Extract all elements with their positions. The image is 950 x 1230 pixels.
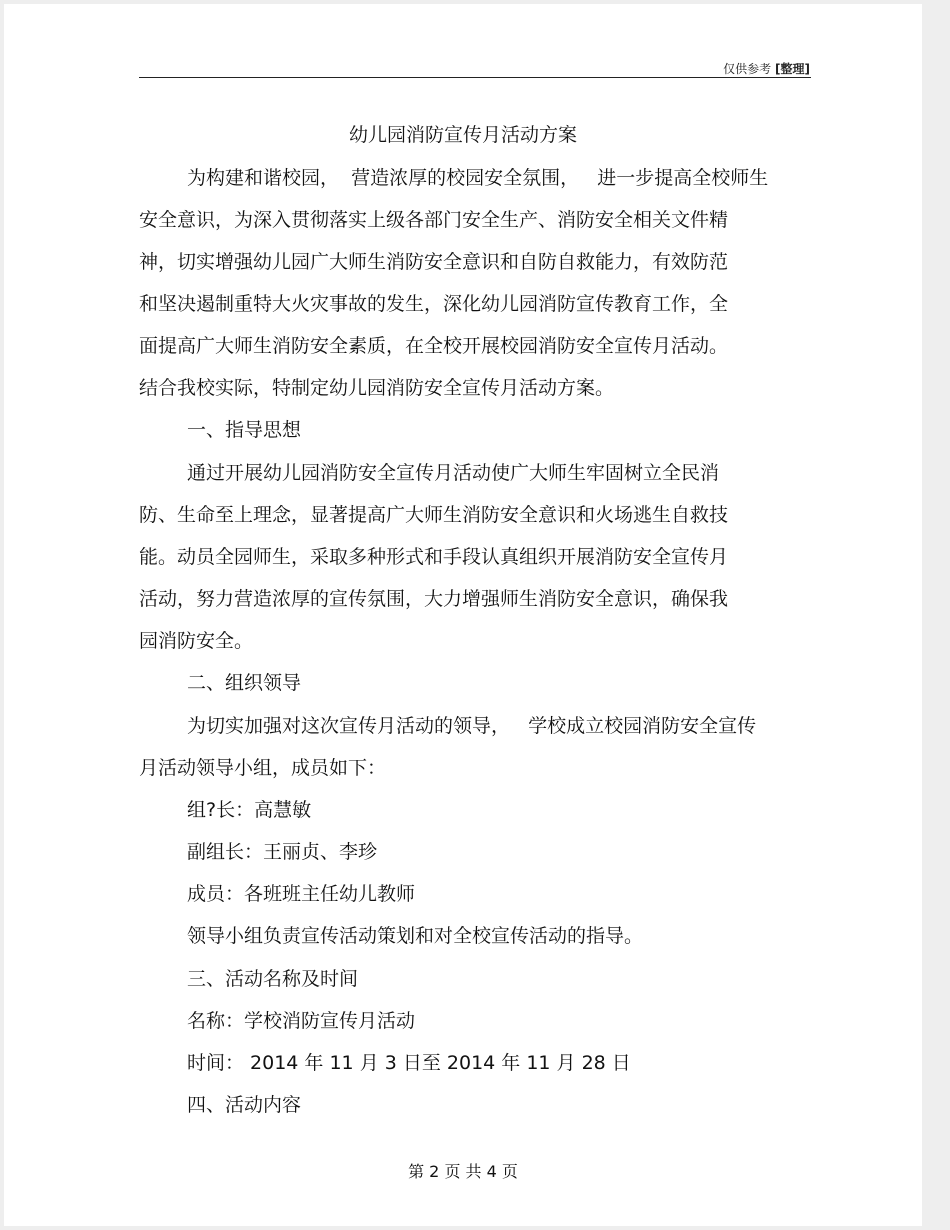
list-item: 副组长：王丽贞、李珍	[187, 841, 378, 863]
list-item: 组?长：高慧敏	[187, 799, 312, 821]
list-item: 名称：学校消防宣传月活动	[187, 1010, 416, 1032]
paragraph-line: 神，切实增强幼儿园广大师生消防安全意识和自防自救能力，有效防范	[139, 251, 729, 273]
paragraph-line: 防、生命至上理念，显著提高广大师生消防安全意识和火场逃生自救技	[139, 504, 729, 526]
paragraph-line: 通过开展幼儿园消防安全宣传月活动使广大师生牢固树立全民消	[187, 462, 720, 484]
document-title: 幼儿园消防宣传月活动方案	[348, 124, 577, 146]
paragraph-line: 为切实加强对这次宣传月活动的领导， 学校成立校园消防安全宣传	[187, 715, 757, 737]
document-page	[4, 4, 922, 1226]
paragraph-line: 为构建和谐校园， 营造浓厚的校园安全氛围， 进一步提高全校师生	[187, 167, 769, 189]
page-number-footer: 第 2 页 共 4 页	[408, 1162, 518, 1181]
paragraph-line: 园消防安全。	[139, 630, 254, 652]
header-note	[723, 60, 810, 77]
section-heading: 四、活动内容	[187, 1094, 302, 1116]
header-note-text: 仅供参考	[723, 62, 772, 76]
section-heading: 一、指导思想	[187, 419, 302, 441]
paragraph-line: 月活动领导小组，成员如下：	[139, 757, 387, 779]
paragraph-line: 能。动员全园师生，采取多种形式和手段认真组织开展消防安全宣传月	[139, 546, 729, 568]
header-tag: [整理]	[775, 62, 810, 76]
paragraph-line: 安全意识，为深入贯彻落实上级各部门安全生产、消防安全相关文件精	[139, 209, 729, 231]
paragraph-line: 和坚决遏制重特大火灾事故的发生，深化幼儿园消防宣传教育工作，全	[139, 293, 729, 315]
paragraph-line: 活动，努力营造浓厚的宣传氛围，大力增强师生消防安全意识，确保我	[139, 588, 729, 610]
paragraph-line: 面提高广大师生消防安全素质，在全校开展校园消防安全宣传月活动。	[139, 335, 729, 357]
header-divider	[139, 77, 811, 78]
paragraph-line: 领导小组负责宣传活动策划和对全校宣传活动的指导。	[187, 925, 644, 947]
section-heading: 二、组织领导	[187, 672, 302, 694]
paragraph-line: 结合我校实际，特制定幼儿园消防安全宣传月活动方案。	[139, 377, 615, 399]
section-heading: 三、活动名称及时间	[187, 968, 359, 990]
list-item: 成员：各班班主任幼儿教师	[187, 883, 416, 905]
list-item: 时间： 2014 年 11 月 3 日至 2014 年 11 月 28 日	[187, 1052, 631, 1074]
